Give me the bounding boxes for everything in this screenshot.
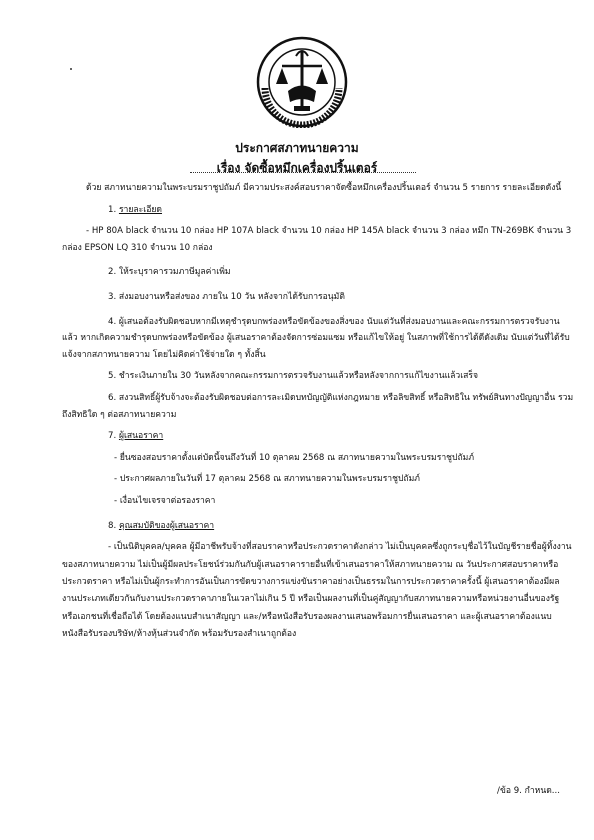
section-1-title: รายละเอียด <box>118 204 163 215</box>
section-7-item: - ประกาศผลภายในวันที่ 17 ตุลาคม 2568 ณ สภาทนายความในพระบรมราชูปถัมภ์ <box>114 474 420 485</box>
section-7-title: ผู้เสนอราคา <box>118 431 164 442</box>
page-title: ประกาศสภาทนายความ <box>235 141 359 155</box>
section-3: 3. ส่งมอบงานหรือส่งของ ภายใน 10 วัน หลังจากได้รับการอนุมัติ <box>108 291 345 302</box>
stray-mark <box>70 68 72 70</box>
section-1-number: 1. <box>108 204 117 215</box>
section-7-item: - ยื่นซองสอบราคาตั้งแต่บัดนี้จนถึงวันที่ 10 ตุลาคม 2568 ณ สภาทนายความในพระบรมราชูปถัมภ์ <box>114 452 474 463</box>
section-8-heading <box>62 518 574 535</box>
section-1-text: - HP 80A black จำนวน 10 กล่อง HP 107A black จำนวน 10 กล่อง HP 145A black จำนวน 3 กล่อง หมึก TN-269BK จำนวน 3 กล่อง EPSON LQ 310 จำนวน 10 กล่อง <box>62 226 572 253</box>
section-5: 5. ชำระเงินภายใน 30 วันหลังจากคณะกรรมการตรวจรับงานแล้วหรือหลังจากการแก้ไขงานแล้วเสร็จ <box>108 371 479 382</box>
section-8-title: คุณสมบัติของผู้เสนอราคา <box>118 520 215 531</box>
section-1-heading <box>62 202 574 219</box>
section-4: 4. ผู้เสนอต้องรับผิดชอบหากมีเหตุชำรุดบกพร่องหรือขัดข้องของสิ่งของ นับแต่วันที่ส่งมอบงานและคณะกรรมการตรวจรับงานแล้ว หากเกิดความชำรุดบกพร่องหรือขัดข้อง ผู้เสนอราคาต้องจัดการซ่อมแซม หรือแก้ไขให้อยู่ ในสภาพที่ใช้การได้ดีดังเดิม นับแต่วันที่ได้รับแจ้งจากสภาทนายความ โดยไม่คิดค่าใช้จ่ายใด ๆ ทั้งสิ้น <box>62 316 570 360</box>
section-7-number: 7. <box>108 431 117 442</box>
dotted-divider <box>190 172 416 173</box>
intro-paragraph: ด้วย สภาทนายความในพระบรมราชูปถัมภ์ มีความประสงค์สอบราคาจัดซื้อหมึกเครื่องปริ้นเตอร์ จำนวน 5 รายการ รายละเอียดดังนี้ <box>86 183 562 193</box>
continued-marker: /ข้อ 9. กำหนด... <box>497 786 560 796</box>
section-6: 6. สงวนสิทธิ์ผู้รับจ้างจะต้องรับผิดชอบต่อการละเมิดบทบัญญัติแห่งกฎหมาย หรือลิขสิทธิ์ หรือสิทธิใน ทรัพย์สินทางปัญญาอื่น รวมถึงสิทธิใด ๆ ต่อสภาทนายความ <box>62 392 574 420</box>
section-7-heading <box>62 428 574 445</box>
lawyers-council-seal-icon <box>256 36 348 128</box>
section-8-text: - เป็นนิติบุคคล/บุคคล ผู้มีอาชีพรับจ้างที่สอบราคาหรือประกวดราคาดังกล่าว ไม่เป็นบุคคลซึ่งถูกระบุชื่อไว้ในบัญชีรายชื่อผู้ทิ้งงานของสภาทนายความ ไม่เป็นผู้มีผลประโยชน์ร่วมกันกับผู้เสนอราคารายอื่นที่เข้าเสนอราคาให้สภาทนายความ ณ วันประกาศสอบราคาหรือประกวดราคา หรือไม่เป็นผู้กระทำการอันเป็นการขัดขวางการแข่งขันราคาอย่างเป็นธรรมในการประกวดราคาครั้งนี้ ผู้เสนอราคาต้องมีผลงานประเภทเดียวกันกับงานประกวดราคาภายในเวลาไม่เกิน 5 ปี หรือเป็นผลงานที่เป็นคู่สัญญากับสภาทนายความหรือหน่วยงานอื่นของรัฐหรือเอกชนที่เชื่อถือได้ โดยต้องแนบสำเนาสัญญา และ/หรือหนังสือรับรองผลงานเสนอพร้อมการยื่นเสนอราคา และผู้เสนอราคาต้องแนบหนังสือรับรองบริษัท/ห้างหุ้นส่วนจำกัด พร้อมรับรองสำเนาถูกต้อง <box>62 542 572 640</box>
document-body <box>62 180 574 644</box>
subject-line: เรื่อง จัดซื้อหมึกเครื่องปริ้นเตอร์ <box>216 161 378 175</box>
section-2: 2. ให้ระบุราคารวมภาษีมูลค่าเพิ่ม <box>108 267 231 278</box>
section-8-number: 8. <box>108 520 117 531</box>
section-7-item: - เงื่อนไขเจรจาต่อรองราคา <box>114 495 216 506</box>
